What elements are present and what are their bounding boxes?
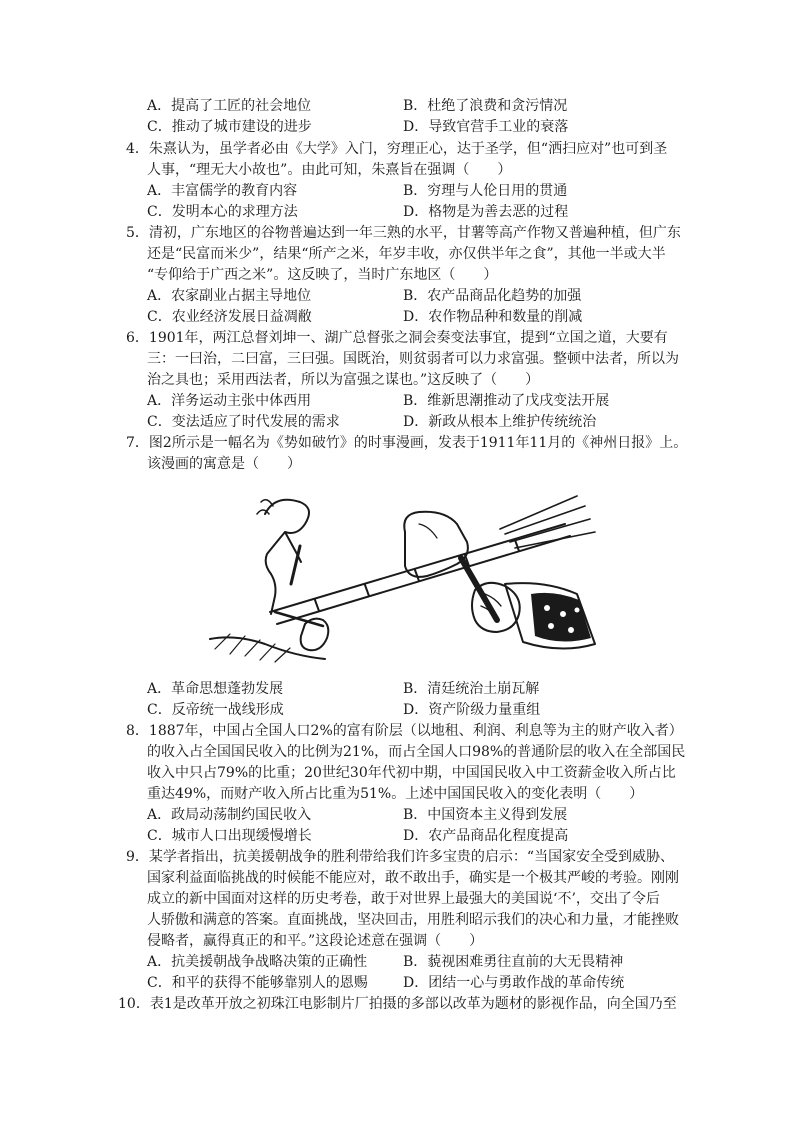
q7-stem-line-1: 7．图2所示是一幅名为《势如破竹》的时事漫画，发表于1911年11月的《神州日报》上。 — [126, 435, 688, 451]
q6-stem-line-2: 三：一曰治，二曰富，三曰强。国既治，则贫弱者可以力求富强。整顿中法者，所以为 — [147, 351, 679, 367]
q5-stem-line-3: “专仰给于广西之米”。这反映了，当时广东地区（ ） — [147, 267, 498, 283]
q10-stem-line-1: 10．表1是改革开放之初珠江电影制片厂拍摄的多部以改革为题材的影视作品，向全国乃至 — [118, 996, 677, 1012]
q4-stem-line-1: 4．朱熹认为，虽学者必由《大学》入门，穷理正心，达于圣学，但“洒扫应对”也可到圣 — [126, 141, 668, 157]
q5-option-b[interactable]: B．农产品商品化趋势的加强 — [403, 288, 582, 304]
q4-option-d[interactable]: D．格物是为善去恶的过程 — [403, 204, 569, 220]
q9-stem-line-3: 成立的新中国面对这样的历史考卷，敢于对世界上最强大的美国说‘不’，交出了令后 — [147, 891, 660, 907]
q4-stem-line-2: 人事，“理无大小故也”。由此可知，朱熹旨在强调（ ） — [147, 162, 512, 178]
q3-option-d[interactable]: D．导致官营手工业的衰落 — [403, 119, 569, 135]
q8-option-d[interactable]: D．农产品商品化程度提高 — [403, 828, 569, 844]
q7-stem-line-2: 该漫画的寓意是（ ） — [147, 456, 301, 472]
q6-option-d[interactable]: D．新政从根本上维护传统统治 — [403, 414, 597, 430]
q5-option-c[interactable]: C．农业经济发展日益凋敝 — [147, 309, 312, 325]
q7-option-a[interactable]: A．革命思想蓬勃发展 — [147, 681, 284, 697]
q9-option-d[interactable]: D．团结一心与勇敢作战的革命传统 — [403, 975, 625, 991]
q9-option-c[interactable]: C．和平的获得不能够靠别人的恩赐 — [147, 975, 368, 991]
q6-stem-line-3: 治之具也；采用西法者，所以为富强之谋也。”这反映了（ ） — [147, 372, 540, 388]
q7-option-c[interactable]: C．反帝统一战线形成 — [147, 702, 284, 718]
q8-stem-line-4: 重达49%，而财产收入所占比重为51%。上述中国国民收入的变化表明（ ） — [147, 786, 644, 802]
q8-option-a[interactable]: A．政局动荡制约国民收入 — [147, 807, 312, 823]
q9-stem-line-5: 侵略者，赢得真正的和平。”这段论述意在强调（ ） — [147, 933, 484, 949]
q8-option-c[interactable]: C．城市人口出现缓慢增长 — [147, 828, 312, 844]
q5-stem-line-2: 还是“民富而米少”，结果“所产之米，年岁丰收，亦仅供半年之食”，其他一半或大半 — [147, 246, 666, 262]
q9-stem-line-4: 人骄傲和满意的答案。直面挑战，坚决回击，用胜利昭示我们的决心和力量，才能挫败 — [147, 912, 679, 928]
q4-option-a[interactable]: A．丰富儒学的教育内容 — [147, 183, 298, 199]
q5-option-a[interactable]: A．农家副业占据主导地位 — [147, 288, 312, 304]
q8-stem-line-1: 8．1887年，中国占全国人口2%的富有阶层（以地租、利润、利息等为主的财产收入者） — [126, 723, 683, 739]
q9-option-b[interactable]: B．藐视困难勇往直前的大无畏精神 — [403, 954, 624, 970]
q4-option-c[interactable]: C．发明本心的求理方法 — [147, 204, 298, 220]
q9-stem-line-2: 国家利益面临挑战的时候能不能应对，敢不敢出手，确实是一个极其严峻的考验。刚刚 — [147, 870, 679, 886]
q7-option-d[interactable]: D．资产阶级力量重组 — [403, 702, 541, 718]
q4-option-b[interactable]: B．穷理与人伦日用的贯通 — [403, 183, 568, 199]
q6-option-a[interactable]: A．洋务运动主张中体西用 — [147, 393, 312, 409]
q5-option-d[interactable]: D．农作物品种和数量的削减 — [403, 309, 583, 325]
q6-option-b[interactable]: B．维新思潮推动了戊戌变法开展 — [403, 393, 610, 409]
q6-stem-line-1: 6．1901年，两江总督刘坤一、湖广总督张之洞会奏变法事宜，提到“立国之道，大要有 — [126, 330, 668, 346]
q6-option-c[interactable]: C．变法适应了时代发展的需求 — [147, 414, 340, 430]
q8-option-b[interactable]: B．中国资本主义得到发展 — [403, 807, 568, 823]
q8-stem-line-2: 的收入占全国国民收入的比例为21%，而占全国人口98%的普通阶层的收入在全部国民 — [147, 744, 686, 760]
q8-stem-line-3: 收入中只占79%的比重；20世纪30年代初中期，中国国民收入中工资薪金收入所占比 — [147, 765, 676, 781]
q3-option-b[interactable]: B．杜绝了浪费和贪污情况 — [403, 98, 568, 114]
q9-stem-line-1: 9．某学者指出，抗美援朝战争的胜利带给我们许多宝贵的启示：“当国家安全受到威胁、 — [126, 849, 675, 865]
q3-option-c[interactable]: C．推动了城市建设的进步 — [147, 119, 312, 135]
q7-option-b[interactable]: B．清廷统治土崩瓦解 — [403, 681, 540, 697]
q9-option-a[interactable]: A．抗美援朝战争战略决策的正确性 — [147, 954, 368, 970]
q5-stem-line-1: 5．清初，广东地区的谷物普遍达到一年三熟的水平，甘薯等高产作物又普遍种植，但广东 — [126, 225, 681, 241]
bamboo-cartoon-figure — [205, 484, 605, 674]
q3-option-a[interactable]: A．提高了工匠的社会地位 — [147, 98, 312, 114]
